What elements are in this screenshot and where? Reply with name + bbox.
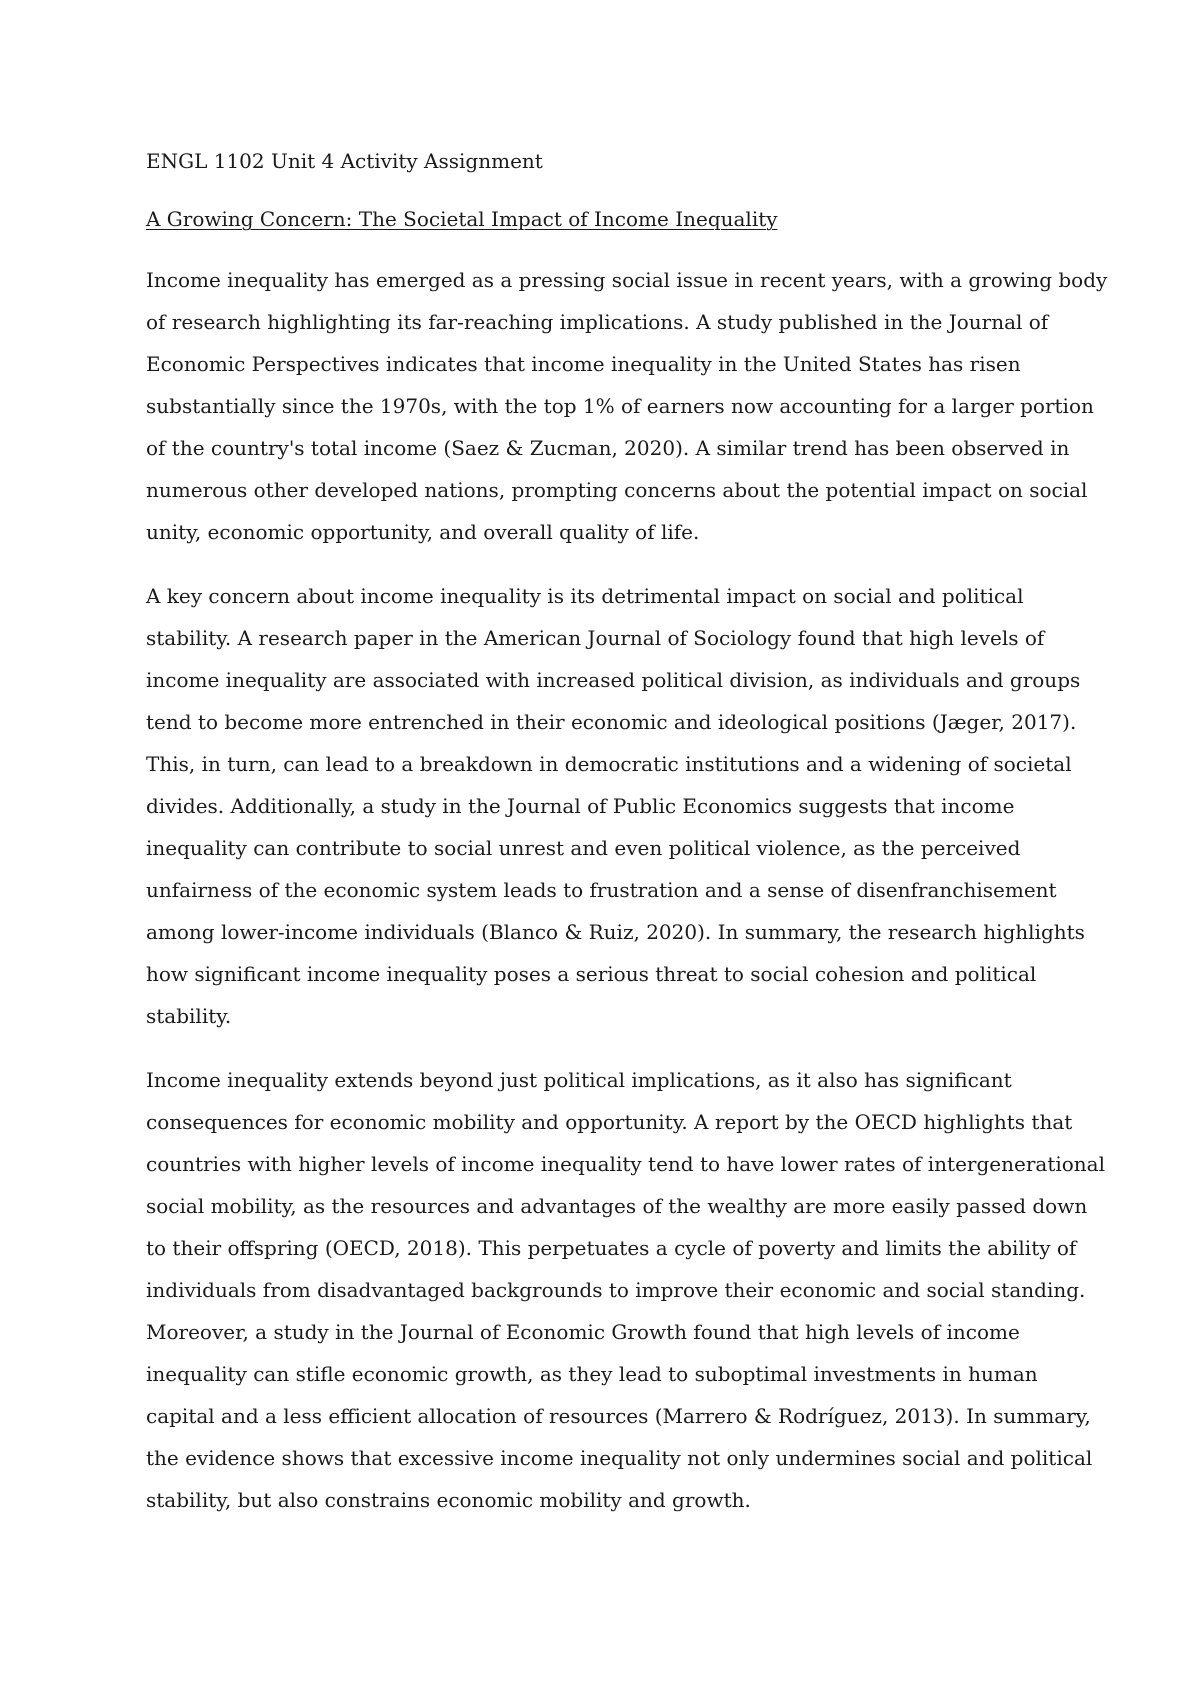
text-line: Economic Perspectives indicates that income inequality in the United States has risen (146, 352, 1021, 376)
text-line: stability. A research paper in the American Journal of Sociology found that high levels of (146, 626, 1045, 650)
text-line: Income inequality has emerged as a pressing social issue in recent years, with a growing body (146, 268, 1108, 292)
text-line: Income inequality extends beyond just political implications, as it also has significant (146, 1068, 1012, 1092)
text-line: Moreover, a study in the Journal of Economic Growth found that high levels of income (146, 1320, 1020, 1344)
text-line: A key concern about income inequality is its detrimental impact on social and political (146, 584, 1024, 608)
text-line: how significant income inequality poses a serious threat to social cohesion and political (146, 962, 1037, 986)
text-line: the evidence shows that excessive income inequality not only undermines social and political (146, 1446, 1093, 1470)
paragraph-3 (146, 1059, 1105, 1521)
text-line: countries with higher levels of income inequality tend to have lower rates of intergenerational (146, 1152, 1105, 1176)
text-line: unfairness of the economic system leads to frustration and a sense of disenfranchisement (146, 878, 1057, 902)
text-line: substantially since the 1970s, with the top 1% of earners now accounting for a larger portion (146, 394, 1094, 418)
text-line: consequences for economic mobility and opportunity. A report by the OECD highlights that (146, 1110, 1073, 1134)
text-line: among lower-income individuals (Blanco & Ruiz, 2020). In summary, the research highlights (146, 920, 1085, 944)
text-line: numerous other developed nations, prompting concerns about the potential impact on social (146, 478, 1088, 502)
text-line: capital and a less efficient allocation of resources (Marrero & Rodríguez, 2013). In summary, (146, 1404, 1091, 1428)
paragraph-1 (146, 259, 1108, 553)
text-line: stability. (146, 1004, 232, 1028)
text-line: individuals from disadvantaged backgrounds to improve their economic and social standing. (146, 1278, 1086, 1302)
text-line: of the country's total income (Saez & Zucman, 2020). A similar trend has been observed in (146, 436, 1070, 460)
text-line: inequality can stifle economic growth, as they lead to suboptimal investments in human (146, 1362, 1038, 1386)
text-line: inequality can contribute to social unrest and even political violence, as the perceived (146, 836, 1021, 860)
text-line: stability, but also constrains economic mobility and growth. (146, 1488, 751, 1512)
text-line: This, in turn, can lead to a breakdown in democratic institutions and a widening of societal (146, 752, 1072, 776)
document-body (146, 143, 1108, 1521)
paragraph-2 (146, 575, 1085, 1037)
text-line: income inequality are associated with increased political division, as individuals and groups (146, 668, 1081, 692)
text-line: of research highlighting its far-reaching implications. A study published in the Journal of (146, 310, 1049, 334)
text-line: to their offspring (OECD, 2018). This perpetuates a cycle of poverty and limits the ability of (146, 1236, 1077, 1260)
text-line: divides. Additionally, a study in the Journal of Public Economics suggests that income (146, 794, 1015, 818)
text-line: social mobility, as the resources and advantages of the wealthy are more easily passed down (146, 1194, 1088, 1218)
essay-title: A Growing Concern: The Societal Impact of Income Inequality (146, 207, 778, 231)
text-line: tend to become more entrenched in their economic and ideological positions (Jæger, 2017). (146, 710, 1077, 734)
course-title: ENGL 1102 Unit 4 Activity Assignment (146, 149, 543, 173)
text-line: unity, economic opportunity, and overall quality of life. (146, 520, 700, 544)
